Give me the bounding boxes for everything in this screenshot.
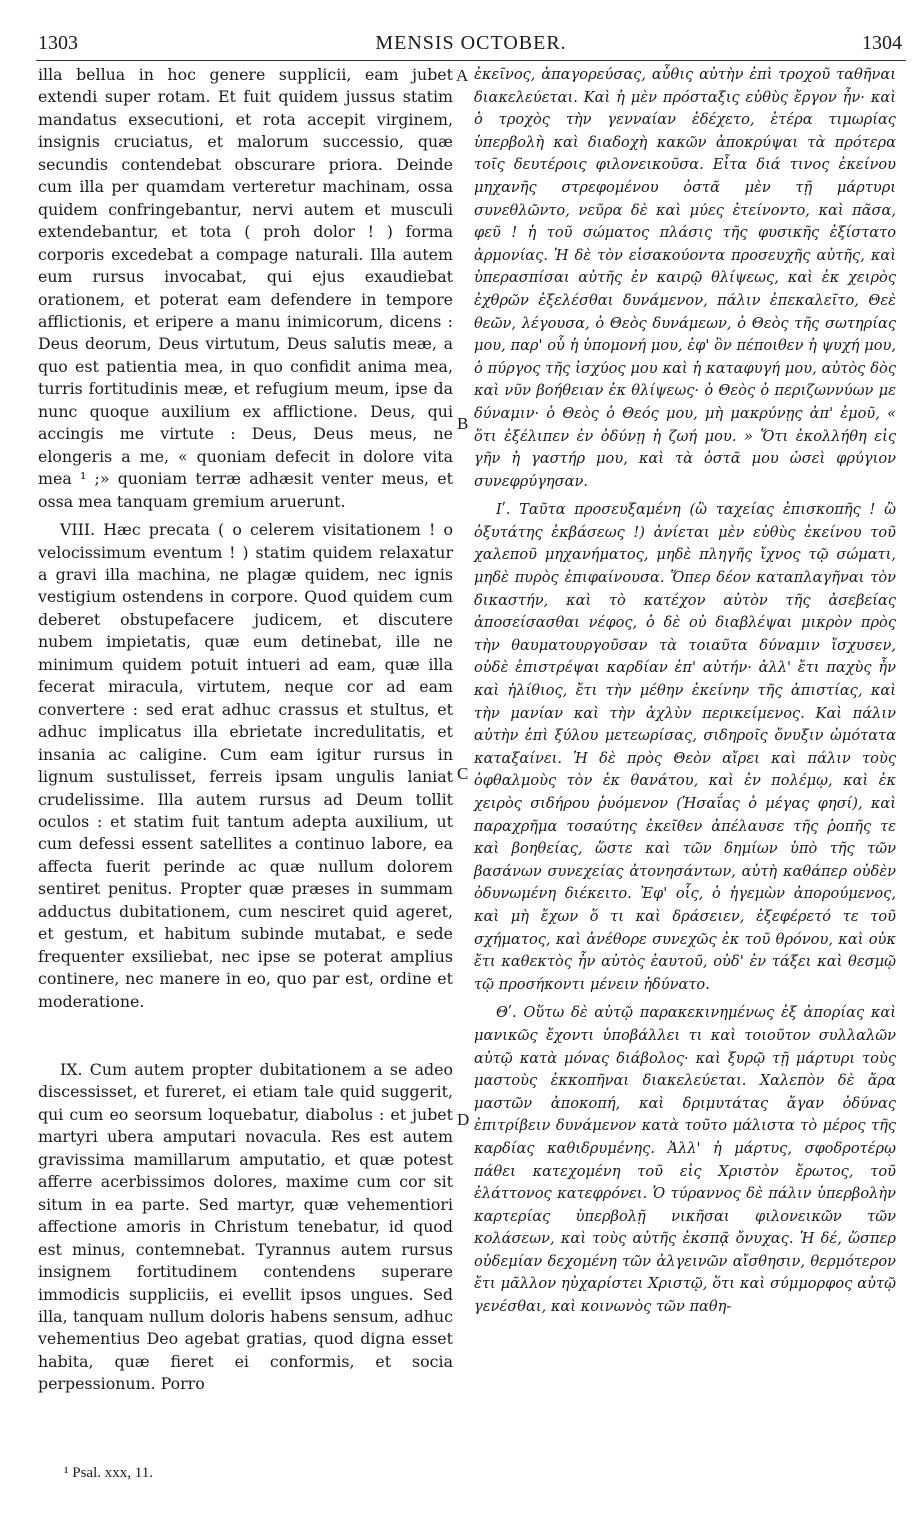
latin-paragraph-ix: IX. Cum autem propter dubitationem a se adeo discessisset, et fureret, ei etiam tale quid suggerit, qui cum eo seorsum loquebatur, diabolus : et jubet martyri ubera amputari novacula. Res est autem gravissima mamillarum amputatio, et quæ potest afferre acerbissimos dolores, maxime cum cor sit situm in ea parte. Sed martyr, quæ vehementiori affectione amoris in Christum tenebatur, id quod est minus, contemnebat. Tyrannus autem rursus insignem fortitudinem contendens superare immodicis suppliciis, ei evellit ipsos ungues. Sed illa, tanquam nullum doloris habens sensum, adhuc vehementius Deo agebat gratias, quod digna esset habita, quæ fieret ei conformis, et socia perpessionum. Porro [38,1060,453,1394]
page-number-left: 1303 [38,32,78,54]
greek-paragraph-i: Ιʹ. Ταῦτα προσευξαμένη (ὢ ταχείας ἐπισκοπῆς ! ὢ ὀξυτάτης ἐκβάσεως !) ἀνίεται μὲν εὐθὺς ἐκείνου τοῦ χαλεποῦ μηχανήματος, μηδὲ πληγῆς ἴχνος τῷ σώματι, μηδὲ πυρὸς ἐπιφαίνουσα. Ὅπερ δέον καταπλαγῆναι τὸν δικαστήν, καὶ τὸ κατέχον αὐτὸν τῆς ἀσεβείας ἀποσείσασθαι νέφος, ὁ δὲ οὐ διαβλέψαι μικρὸν πρὸς τὴν θαυματουργοῦσαν τὰ τοιαῦτα δύναμιν ἴσχυσεν, οὐδὲ ἐπιστρέψαι καρδίαν ἐπ' αὐτήν· ἀλλ' ἔτι παχὺς ἦν καὶ ἠλίθιος, ἔτι τὴν μέθην ἐκείνην τῆς ἀπιστίας, καὶ τὴν μανίαν καὶ τὴν ἀχλὺν περικείμενος. Καὶ πάλιν αὐτὴν ἐπὶ ξύλου μετεωρίσας, σιδηροῖς ὄνυξιν ὠμότατα καταξαίνει. Ἡ δὲ πρὸς Θεὸν αἴρει καὶ πάλιν τοὺς ὀφθαλμοὺς τὸν ἐκ θανάτου, καὶ ἐν πολέμῳ, καὶ ἐκ χειρὸς σιδήρου ῥυόμενον (Ἡσαΐας ὁ μέγας φησί), καὶ παραχρῆμα τοσαύτης ἐκεῖθεν ἀπέλαυσε τῆς ῥοπῆς τε καὶ βοηθείας, ὥστε καὶ τῶν δημίων ὑπὸ τῆς τῶν βασάνων συνεχείας ἀτονησάντων, αὐτὴ καθάπερ οὐδὲν ὀδυνωμένη διέκειτο. Ἐφ' οἷς, ὁ ἡγεμὼν ἀπορούμενος, καὶ μὴ ἔχων ὅ τι καὶ δράσειεν, ἐξεφέρετό τε τοῦ σχήματος, καὶ ἀνέθορε συνεχῶς ἐκ τοῦ θρόνου, καὶ οὐκ ἔτι καθεκτὸς ἦν αὐτὸς ἑαυτοῦ, οὐδ' ἐν τάξει καὶ θεσμῷ τῷ προσήκοντι μένειν ἠδύνατο. [474,501,896,993]
latin-column [38,64,453,1396]
page-header [36,30,906,61]
margin-letter-d: D [457,1110,470,1129]
greek-text [474,64,896,1319]
greek-paragraph-theta: Θʹ. Οὕτω δὲ αὐτῷ παρακεκινημένως ἐξ ἀπορίας καὶ μανικῶς ἔχοντι ὑποβάλλει τι καὶ τοιοῦτον συλλαλῶν αὐτῷ κατὰ μόνας διάβολος· καὶ ξυρῷ τῇ μάρτυρι τοὺς μαστοὺς ἐκκοπῆναι διακελεύεται. Χαλεπὸν δὲ ἄρα μαστῶν ἀποκοπή, καὶ δριμυτάτας ἄγαν ὀδύνας ἐπιτρίβειν δυνάμενον κατὰ τοῦτο μάλιστα τὸ μέρος τῆς καρδίας καθιδρυμένης. Ἀλλ' ἡ μάρτυς, σφοδροτέρῳ πάθει κατεχομένη τοῦ εἰς Χριστὸν ἔρωτος, τοῦ ἐλάττονος κατεφρόνει. Ὁ τύραννος δὲ πάλιν ὑπερβολὴν καρτερίας ὑπερβολῇ νικῆσαι φιλονεικῶν τῶν κολάσεων, καὶ τοὺς αὐτῆς ἐκσπᾷ ὄνυχας. Ἡ δέ, ὥσπερ οὐδεμίαν δεχομένη τῶν ἀλγεινῶν αἴσθησιν, θερμότερον ἔτι μᾶλλον ηὐχαρίστει Χριστῷ, ὅτι καὶ σύμμορφος αὐτῷ γενέσθαι, καὶ κοινωνὸς τῶν παθη- [474,1004,896,1316]
greek-paragraph-1: ἐκεῖνος, ἀπαγορεύσας, αὖθις αὐτὴν ἐπὶ τροχοῦ ταθῆναι διακελεύεται. Καὶ ἡ μὲν πρόσταξις εὐθὺς ἔργον ἦν· καὶ ὁ τροχὸς τὴν γενναίαν ἐδέχετο, ἑτέρα τιμωρίας ὑπερβολὴ καὶ διαδοχὴ κακῶν ἀποκρύψαι τὰ πρότερα τοῖς δευτέροις φιλονεικοῦσα. Εἶτα διά τινος ἐκείνου μηχανῆς στρεφομένου ὀστᾶ μὲν τῇ μάρτυρι συνεθλῶντο, νεῦρα δὲ καὶ μύες ἐτείνοντο, καὶ πᾶσα, φεῦ ! ἡ τοῦ σώματος πλάσις τῆς φυσικῆς ἐξίστατο ἁρμονίας. Ἡ δὲ τὸν εἰσακούοντα προσευχῆς αὐτῆς, καὶ ὑπερασπίσαι αὐτῆς ἐν καιρῷ θλίψεως, καὶ ἐκ χειρὸς ἐχθρῶν ἐξελέσθαι δυνάμενον, πάλιν ἐπεκαλεῖτο, Θεὲ θεῶν, λέγουσα, ὁ Θεὸς δυνάμεων, ὁ Θεὸς τῆς σωτηρίας μου, παρ' οὗ ἡ ὑπομονή μου, ἐφ' ὃν πέποιθεν ἡ ψυχή μου, ὁ πύργος τῆς ἰσχύος μου καὶ ἡ καταφυγή μου, αὐτὸς δὸς καὶ νῦν βοήθειαν ἐκ θλίψεως· ὁ Θεὸς ὁ περιζωννύων με δύναμιν· ὁ Θεὸς ὁ Θεός μου, μὴ μακρύνῃς ἀπ' ἐμοῦ, « ὅτι ἐξέλιπεν ἐν ὀδύνῃ ἡ ζωή μου. » Ὅτι ἐκολλήθη εἰς γῆν ἡ γαστήρ μου, καὶ τὰ ὀστᾶ μου ὡσεὶ φρύγιον συνεφρύγησαν. [474,66,896,490]
latin-text [38,64,453,1396]
footnote: ¹ Psal. xxx, 11. [64,1465,153,1481]
latin-paragraph-viii: VIII. Hæc precata ( o celerem visitationem ! o velocissimum eventum ! ) statim quidem relaxatur a gravi illa machina, ne plagæ quidem, nec ignis vestigium ostendens in corpore. Quod quidem cum deberet obstupefacere judicem, et discutere nubem impietatis, quæ eum detinebat, ille ne minimum quidem potuit intueri ad eam, quæ illa fecerat miracula, virtutem, neque cor ad eam convertere : sed erat adhuc crassus et stultus, et adhuc implicatus illa ebrietate incredulitatis, et insania ac caligine. Cum eam igitur rursus in lignum sustulisset, ferreis ipsam ungulis laniat crudelissime. Illa autem rursus ad Deum tollit oculos : et statim fuit tantum adepta auxilium, ut cum defessi essent satellites a continuo labore, ea affecta fuerit perinde ac quæ nullum dolorem sentiret penitus. Propter quæ præses in summam adductus dubitationem, cum nesciret quid ageret, et gestum, et habitum subinde mutabat, e sede frequenter exsiliebat, nec ipse se poterat amplius continere, nec manere in eo, quo par est, ordine et moderatione. [38,520,453,1011]
margin-letter-b: B [457,414,469,433]
margin-letter-a: A [456,66,469,85]
page-number-right: 1304 [862,32,902,54]
greek-column [474,64,896,1319]
margin-letter-c: C [457,764,469,783]
running-title: MENSIS OCTOBER. [375,32,567,54]
latin-paragraph-1: illa bellua in hoc genere supplicii, eam jubet extendi super rotam. Et fuit quidem jussus statim mandatus exsecutioni, et rota accepit virginem, insignis cruciatus, et malorum successio, quæ secundis contendebat obscurare priora. Deinde cum illa per quamdam verteretur machinam, ossa quidem confringebantur, nervi autem et musculi extendebantur, et tota ( proh dolor ! ) forma corporis excedebat a compage naturali. Illa autem eum rursus invocabat, qui ejus exaudiebat orationem, et poterat eam defendere in tempore afflictionis, et eripere a manu inimicorum, dicens : Deus deorum, Deus virtutum, Deus salutis meæ, a quo est patientia mea, in quo confidit anima mea, turris fortitudinis meæ, et refugium meum, ipse da nunc quoque auxilium ex afflictione. Deus, qui accingis me virtute : Deus, Deus meus, ne elongeris a me, « quoniam defecit in dolore vita mea ¹ ;» quoniam terræ adhæsit venter meus, et ossa mea tanquam gremium aruerunt. [38,65,453,511]
